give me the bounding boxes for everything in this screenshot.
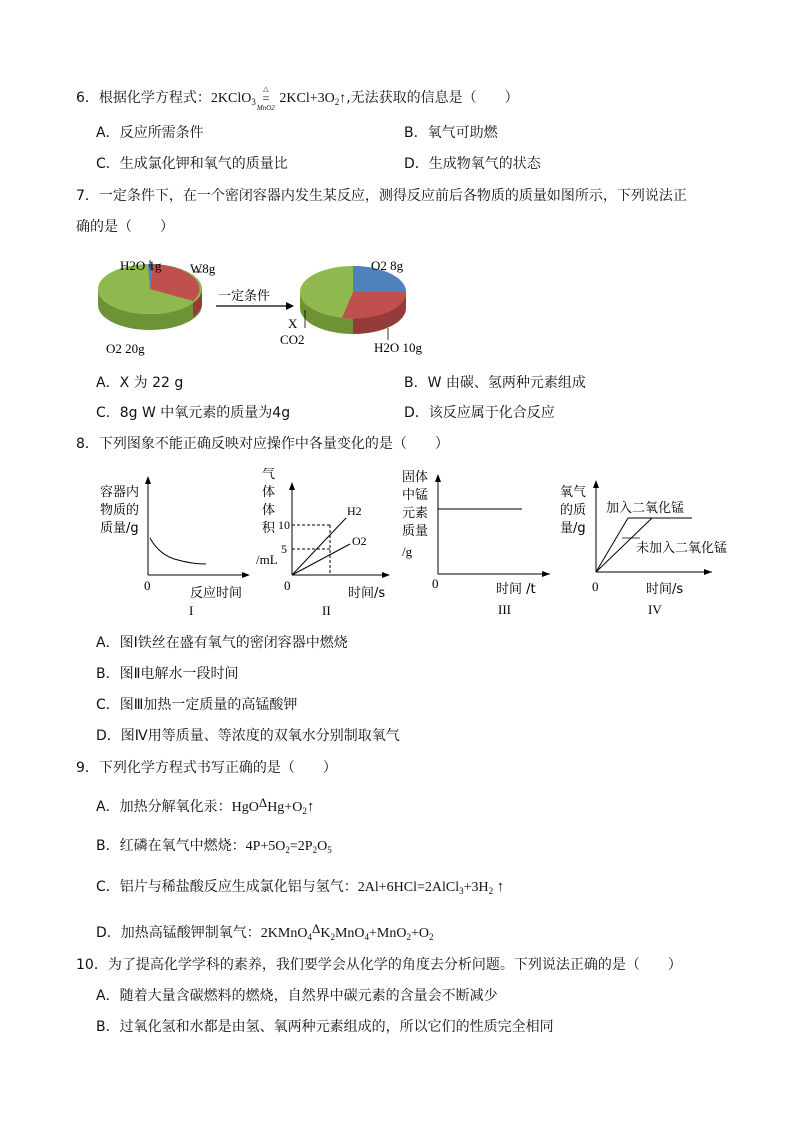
svg-text:0: 0 <box>592 579 599 594</box>
q9-option-d[interactable]: D．加热高锰酸钾制氧气：$2KMnO_4\Delta K_2MnO_4+MnO_2+O_2$ <box>96 921 434 942</box>
q8-graph-2 <box>254 468 404 620</box>
question-7-stem-line1: 7．一定条件下，在一个密闭容器内发生某反应，测得反应前后各物质的质量如图所示，下列说法正 <box>76 188 687 204</box>
right-label-h2o: H2O 10g <box>374 340 423 355</box>
svg-text:H2: H2 <box>347 504 362 518</box>
svg-text:加入二氧化锰: 加入二氧化锰 <box>606 501 685 516</box>
equation: 2KClO$_3$ △ = MnO2 $2KCl+3O_2↑$ <box>210 84 347 112</box>
svg-text:IV: IV <box>648 602 662 617</box>
svg-text:质量/g: 质量/g <box>100 521 139 536</box>
q6-option-b[interactable]: B．氧气可助燃 <box>404 125 498 141</box>
equation-a: $HgO\Delta Hg+O_2↑$ <box>231 795 315 816</box>
question-6-stem: 6．根据化学方程式：2KClO$_3$ △ = MnO2 $2KCl+3O_2↑$,无法获取的信息是（ ） <box>76 84 519 112</box>
graph-2-o2-line <box>292 544 350 575</box>
right-label-co2: CO2 <box>280 332 305 347</box>
svg-text:/mL: /mL <box>256 552 278 567</box>
svg-text:中锰: 中锰 <box>402 488 429 503</box>
svg-text:10: 10 <box>278 518 290 532</box>
svg-text:O2: O2 <box>352 534 367 548</box>
svg-text:容器内: 容器内 <box>100 485 140 500</box>
left-label-w: W8g <box>190 261 216 276</box>
svg-text:量/g: 量/g <box>560 521 586 536</box>
question-10-stem: 10．为了提高化学学科的素养，我们要学会从化学的角度去分析问题。下列说法正确的是（ ） <box>76 957 682 973</box>
left-label-o2: O2 20g <box>106 341 145 356</box>
svg-text:时间/s: 时间/s <box>348 586 386 601</box>
q10-option-b[interactable]: B．过氧化氢和水都是由氢、氧两种元素组成的，所以它们的性质完全相同 <box>96 1019 554 1035</box>
right-label-x: X <box>288 316 298 331</box>
svg-text:I: I <box>189 603 194 618</box>
q8-option-b[interactable]: B．图Ⅱ电解水一段时间 <box>96 666 239 682</box>
equation-b: $4P+5O_2=2P_2O_5$ <box>245 839 332 855</box>
svg-text:体: 体 <box>262 485 276 500</box>
equation-d: $2KMnO_4\Delta K_2MnO_4+MnO_2+O_2$ <box>260 921 434 942</box>
svg-text:体: 体 <box>262 503 276 518</box>
equation-c: $2Al+6HCl=2AlCl_3+3H_2$ ↑ <box>357 879 505 896</box>
graph-1-curve <box>150 538 206 564</box>
q8-graph-4 <box>556 474 756 620</box>
question-number: 6． <box>76 90 99 106</box>
svg-text:质量: 质量 <box>402 524 429 539</box>
svg-text:固体: 固体 <box>402 470 429 485</box>
q8-option-a[interactable]: A．图Ⅰ铁丝在盛有氧气的密闭容器中燃烧 <box>96 635 348 651</box>
svg-text:物质的: 物质的 <box>100 503 140 518</box>
right-label-o2: O2 8g <box>371 258 404 273</box>
svg-text:时间 /t: 时间 /t <box>496 582 536 597</box>
q7-option-d[interactable]: D．该反应属于化合反应 <box>404 405 555 421</box>
arrow-label: 一定条件 <box>218 289 271 304</box>
graph-2-h2-line <box>292 518 346 575</box>
svg-text:的质: 的质 <box>560 503 587 518</box>
question-8-stem: 8．下列图象不能正确反映对应操作中各量变化的是（ ） <box>76 436 449 452</box>
svg-text:0: 0 <box>432 576 439 591</box>
q8-option-d[interactable]: D．图Ⅳ用等质量、等浓度的双氧水分别制取氧气 <box>96 728 400 744</box>
q6-option-c[interactable]: C．生成氯化钾和氧气的质量比 <box>96 156 288 172</box>
left-label-h2o: H2O 1g <box>120 258 162 273</box>
q10-option-a[interactable]: A．随着大量含碳燃料的燃烧，自然界中碳元素的含量会不断减少 <box>96 988 498 1004</box>
q7-option-a[interactable]: A．X 为 22 g <box>96 375 184 391</box>
q6-option-d[interactable]: D．生成物氧气的状态 <box>404 156 541 172</box>
q7-pie-figure <box>90 252 440 364</box>
q8-option-c[interactable]: C．图Ⅲ加热一定质量的高锰酸钾 <box>96 697 298 713</box>
q9-option-c[interactable]: C．铝片与稀盐酸反应生成氯化铝与氢气：$2Al+6HCl=2AlCl_3+3H_2$ ↑ <box>96 879 505 896</box>
svg-text:积: 积 <box>262 521 276 536</box>
q9-option-a[interactable]: A．加热分解氧化汞：$HgO\Delta Hg+O_2↑$ <box>96 795 315 816</box>
svg-text:元素: 元素 <box>402 506 429 521</box>
svg-text:未加入二氧化锰: 未加入二氧化锰 <box>636 541 728 556</box>
question-9-stem: 9．下列化学方程式书写正确的是（ ） <box>76 760 337 776</box>
question-7-stem-line2: 确的是（ ） <box>76 219 174 235</box>
svg-text:反应时间: 反应时间 <box>190 586 243 601</box>
svg-text:II: II <box>322 603 331 618</box>
q6-option-a[interactable]: A．反应所需条件 <box>96 125 204 141</box>
q9-option-b[interactable]: B．红磷在氧气中燃烧：$4P+5O_2=2P_2O_5$ <box>96 838 332 855</box>
graph-4-line-with-mno2 <box>596 518 628 572</box>
q7-option-c[interactable]: C．8g W 中氧元素的质量为4g <box>96 405 291 421</box>
q8-graph-3 <box>400 466 550 620</box>
svg-text:/g: /g <box>402 544 413 559</box>
svg-text:氧气: 氧气 <box>560 485 587 500</box>
q8-graph-1 <box>96 470 256 620</box>
reaction-condition: △ = MnO2 <box>256 84 275 112</box>
svg-text:III: III <box>498 602 511 617</box>
q7-option-b[interactable]: B．W 由碳、氢两种元素组成 <box>404 375 586 391</box>
svg-text:5: 5 <box>281 542 287 556</box>
svg-text:0: 0 <box>144 578 151 593</box>
svg-text:0: 0 <box>284 578 291 593</box>
svg-text:气: 气 <box>262 468 276 482</box>
svg-text:时间/s: 时间/s <box>646 582 684 597</box>
